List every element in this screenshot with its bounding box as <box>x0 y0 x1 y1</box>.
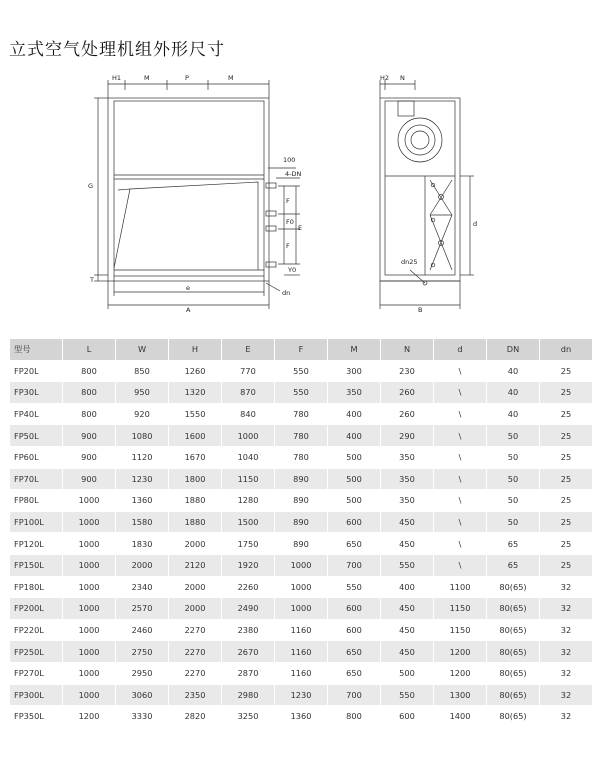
table-cell: 500 <box>328 447 380 468</box>
table-cell: 400 <box>381 577 433 598</box>
table-cell: 1150 <box>434 620 486 641</box>
table-cell: 350 <box>381 447 433 468</box>
table-cell: 260 <box>381 404 433 425</box>
table-cell: 65 <box>487 555 539 576</box>
table-cell: 1160 <box>275 620 327 641</box>
table-row <box>10 641 592 662</box>
table-cell: 1000 <box>275 555 327 576</box>
table-cell: 65 <box>487 533 539 554</box>
table-cell: 25 <box>540 425 592 446</box>
label-y0: Y0 <box>288 266 297 274</box>
table-cell: 1120 <box>116 447 168 468</box>
table-body <box>10 361 592 727</box>
table-cell: 1500 <box>222 512 274 533</box>
table-cell: 2870 <box>222 663 274 684</box>
table-row <box>10 382 592 403</box>
table-cell: 600 <box>328 512 380 533</box>
table-cell: 2260 <box>222 577 274 598</box>
table-cell: 2350 <box>169 685 221 706</box>
table-cell: 890 <box>275 512 327 533</box>
table-cell: 450 <box>381 533 433 554</box>
label-f2: F <box>286 242 290 250</box>
table-row <box>10 598 592 619</box>
table-cell: 950 <box>116 382 168 403</box>
coil-outline <box>130 182 258 270</box>
table-cell: FP70L <box>10 469 62 490</box>
table-cell: 25 <box>540 469 592 490</box>
table-cell: 800 <box>63 361 115 382</box>
table-cell: 32 <box>540 685 592 706</box>
table-cell: FP80L <box>10 490 62 511</box>
table-cell: 80(65) <box>487 620 539 641</box>
header-h: H <box>169 339 221 360</box>
table-cell: 900 <box>63 469 115 490</box>
label-t: T <box>90 276 94 284</box>
table-cell: 25 <box>540 490 592 511</box>
table-row <box>10 620 592 641</box>
table-cell: 1880 <box>169 512 221 533</box>
table-cell: FP150L <box>10 555 62 576</box>
table-cell: 1920 <box>222 555 274 576</box>
front-view-outer <box>108 98 269 281</box>
label-f0: F0 <box>286 218 294 226</box>
table-cell: 450 <box>381 512 433 533</box>
label-g: G <box>88 182 94 190</box>
table-cell: 32 <box>540 663 592 684</box>
table-cell: FP180L <box>10 577 62 598</box>
table-cell: 2460 <box>116 620 168 641</box>
table-cell: 2000 <box>169 577 221 598</box>
table-cell: 1000 <box>63 641 115 662</box>
table-cell: 80(65) <box>487 685 539 706</box>
table-cell: 550 <box>381 555 433 576</box>
table-cell: 1150 <box>222 469 274 490</box>
table-cell: 600 <box>328 620 380 641</box>
table-cell: 1160 <box>275 641 327 662</box>
table-cell: \ <box>434 469 486 490</box>
table-cell: 25 <box>540 512 592 533</box>
label-f1: F <box>286 197 290 205</box>
label-p: P <box>185 74 189 82</box>
table-cell: FP220L <box>10 620 62 641</box>
table-cell: 3250 <box>222 706 274 727</box>
table-cell: 1360 <box>275 706 327 727</box>
header-w: W <box>116 339 168 360</box>
table-cell: 650 <box>328 533 380 554</box>
table-cell: 800 <box>328 706 380 727</box>
table-row <box>10 533 592 554</box>
label-d: d <box>473 220 478 228</box>
label-b: B <box>418 306 423 314</box>
table-cell: 2380 <box>222 620 274 641</box>
table-cell: 350 <box>381 490 433 511</box>
table-cell: \ <box>434 404 486 425</box>
table-cell: 290 <box>381 425 433 446</box>
header-m: M <box>328 339 380 360</box>
table-cell: 1580 <box>116 512 168 533</box>
table-cell: 2750 <box>116 641 168 662</box>
table-cell: 400 <box>328 425 380 446</box>
table-row <box>10 425 592 446</box>
table-cell: 1200 <box>63 706 115 727</box>
table-cell: 2820 <box>169 706 221 727</box>
table-cell: 1150 <box>434 598 486 619</box>
table-cell: FP40L <box>10 404 62 425</box>
table-cell: 1320 <box>169 382 221 403</box>
table-cell: 900 <box>63 447 115 468</box>
page-title: 立式空气处理机组外形尺寸 <box>9 40 225 60</box>
table-cell: 1260 <box>169 361 221 382</box>
table-row <box>10 685 592 706</box>
table-cell: \ <box>434 533 486 554</box>
table-cell: 450 <box>381 598 433 619</box>
label-dn: dn <box>282 289 291 297</box>
table-cell: 2270 <box>169 620 221 641</box>
table-cell: FP250L <box>10 641 62 662</box>
table-row <box>10 490 592 511</box>
table-cell: 25 <box>540 382 592 403</box>
table-cell: 770 <box>222 361 274 382</box>
table-cell: 25 <box>540 533 592 554</box>
table-cell: \ <box>434 361 486 382</box>
table-row <box>10 447 592 468</box>
table-cell: 550 <box>275 382 327 403</box>
table-cell: 25 <box>540 361 592 382</box>
label-4dn: 4-DN <box>285 170 302 178</box>
table-cell: 650 <box>328 641 380 662</box>
table-cell: 25 <box>540 555 592 576</box>
table-cell: 500 <box>381 663 433 684</box>
table-cell: 920 <box>116 404 168 425</box>
dimension-table <box>9 338 593 728</box>
table-cell: 1300 <box>434 685 486 706</box>
table-cell: FP60L <box>10 447 62 468</box>
table-cell: 1000 <box>63 577 115 598</box>
table-cell: 300 <box>328 361 380 382</box>
table-cell: 1800 <box>169 469 221 490</box>
table-cell: FP300L <box>10 685 62 706</box>
table-cell: 1100 <box>434 577 486 598</box>
table-cell: 890 <box>275 469 327 490</box>
table-cell: 32 <box>540 577 592 598</box>
table-cell: 1670 <box>169 447 221 468</box>
table-cell: FP270L <box>10 663 62 684</box>
table-cell: 1000 <box>63 490 115 511</box>
table-cell: 400 <box>328 404 380 425</box>
label-m2: M <box>228 74 234 82</box>
table-cell: \ <box>434 490 486 511</box>
table-cell: 350 <box>328 382 380 403</box>
table-cell: 1200 <box>434 641 486 662</box>
table-cell: 1880 <box>169 490 221 511</box>
table-cell: 700 <box>328 685 380 706</box>
label-a: A <box>186 306 191 314</box>
table-cell: 50 <box>487 490 539 511</box>
table-cell: \ <box>434 382 486 403</box>
table-cell: 1080 <box>116 425 168 446</box>
table-row <box>10 361 592 382</box>
header-f: F <box>275 339 327 360</box>
table-cell: 1550 <box>169 404 221 425</box>
table-cell: 1360 <box>116 490 168 511</box>
table-cell: 1040 <box>222 447 274 468</box>
table-cell: 230 <box>381 361 433 382</box>
table-cell: 890 <box>275 533 327 554</box>
label-e: E <box>298 224 303 232</box>
fan-outer <box>398 118 442 162</box>
table-cell: 600 <box>328 598 380 619</box>
table-row <box>10 555 592 576</box>
table-cell: 1000 <box>63 533 115 554</box>
table-cell: 800 <box>63 404 115 425</box>
header-dn-upper: DN <box>487 339 539 360</box>
table-cell: 1200 <box>434 663 486 684</box>
label-dn25: dn25 <box>401 258 418 266</box>
label-h2: H2 <box>380 74 390 82</box>
label-100: 100 <box>283 156 296 164</box>
table-cell: 3060 <box>116 685 168 706</box>
header-model: 型号 <box>10 339 62 360</box>
table-cell: 1000 <box>63 598 115 619</box>
table-cell: 500 <box>328 469 380 490</box>
table-cell: 2000 <box>169 598 221 619</box>
table-cell: FP350L <box>10 706 62 727</box>
table-cell: FP50L <box>10 425 62 446</box>
header-d: d <box>434 339 486 360</box>
table-cell: FP120L <box>10 533 62 554</box>
table-cell: 1230 <box>275 685 327 706</box>
table-cell: 1000 <box>63 685 115 706</box>
table-cell: 870 <box>222 382 274 403</box>
label-h1: H1 <box>112 74 122 82</box>
table-cell: 80(65) <box>487 598 539 619</box>
side-view-outer <box>380 98 460 281</box>
table-cell: FP30L <box>10 382 62 403</box>
table-cell: 32 <box>540 641 592 662</box>
table-cell: 80(65) <box>487 641 539 662</box>
table-cell: 1000 <box>275 577 327 598</box>
table-cell: 80(65) <box>487 706 539 727</box>
table-cell: 2980 <box>222 685 274 706</box>
table-cell: \ <box>434 425 486 446</box>
table-cell: 25 <box>540 404 592 425</box>
table-row <box>10 663 592 684</box>
table-cell: 840 <box>222 404 274 425</box>
table-cell: 3330 <box>116 706 168 727</box>
table-cell: 50 <box>487 469 539 490</box>
table-cell: 1750 <box>222 533 274 554</box>
table-cell: 1600 <box>169 425 221 446</box>
table-cell: 1400 <box>434 706 486 727</box>
table-row <box>10 469 592 490</box>
table-cell: 2000 <box>169 533 221 554</box>
table-cell: 1000 <box>63 620 115 641</box>
table-cell: 80(65) <box>487 663 539 684</box>
table-cell: 2340 <box>116 577 168 598</box>
table-cell: 1230 <box>116 469 168 490</box>
table-cell: 2670 <box>222 641 274 662</box>
table-cell: 80(65) <box>487 577 539 598</box>
table-cell: 900 <box>63 425 115 446</box>
table-cell: 50 <box>487 425 539 446</box>
table-cell: 1830 <box>116 533 168 554</box>
table-cell: 40 <box>487 404 539 425</box>
dimension-drawing <box>0 0 600 330</box>
table-cell: 1160 <box>275 663 327 684</box>
table-cell: 2270 <box>169 641 221 662</box>
table-row <box>10 706 592 727</box>
table-cell: 800 <box>63 382 115 403</box>
table-cell: 2570 <box>116 598 168 619</box>
table-cell: FP200L <box>10 598 62 619</box>
table-cell: 650 <box>328 663 380 684</box>
table-cell: 780 <box>275 425 327 446</box>
table-cell: 890 <box>275 490 327 511</box>
table-row <box>10 404 592 425</box>
table-cell: 1000 <box>275 598 327 619</box>
header-e: E <box>222 339 274 360</box>
table-cell: 260 <box>381 382 433 403</box>
table-row <box>10 512 592 533</box>
table-cell: 600 <box>381 706 433 727</box>
table-cell: 32 <box>540 598 592 619</box>
table-cell: 50 <box>487 447 539 468</box>
table-cell: 1000 <box>222 425 274 446</box>
table-cell: 450 <box>381 641 433 662</box>
table-cell: 1000 <box>63 555 115 576</box>
table-cell: 500 <box>328 490 380 511</box>
table-cell: 550 <box>381 685 433 706</box>
table-header-row <box>10 339 592 360</box>
table-cell: 1000 <box>63 663 115 684</box>
table-cell: 32 <box>540 706 592 727</box>
table-cell: \ <box>434 555 486 576</box>
table-cell: \ <box>434 512 486 533</box>
label-n: N <box>400 74 405 82</box>
table-row <box>10 577 592 598</box>
table-cell: 2950 <box>116 663 168 684</box>
table-cell: 450 <box>381 620 433 641</box>
table-cell: 2000 <box>116 555 168 576</box>
table-cell: 32 <box>540 620 592 641</box>
side-view-inner <box>385 101 455 275</box>
table-cell: 50 <box>487 512 539 533</box>
table-cell: 550 <box>328 577 380 598</box>
header-l: L <box>63 339 115 360</box>
table-cell: 350 <box>381 469 433 490</box>
table-cell: 850 <box>116 361 168 382</box>
header-dn-lower: dn <box>540 339 592 360</box>
table-cell: 40 <box>487 382 539 403</box>
table-cell: 550 <box>275 361 327 382</box>
table-cell: 40 <box>487 361 539 382</box>
table-cell: 2270 <box>169 663 221 684</box>
table-cell: 1000 <box>63 512 115 533</box>
label-m: M <box>144 74 150 82</box>
table-cell: 25 <box>540 447 592 468</box>
table-cell: 2490 <box>222 598 274 619</box>
table-cell: FP20L <box>10 361 62 382</box>
table-cell: 700 <box>328 555 380 576</box>
table-cell: 2120 <box>169 555 221 576</box>
table-cell: FP100L <box>10 512 62 533</box>
label-e-lower: e <box>186 284 190 292</box>
header-n: N <box>381 339 433 360</box>
table-cell: 780 <box>275 404 327 425</box>
table-cell: \ <box>434 447 486 468</box>
table-cell: 1280 <box>222 490 274 511</box>
table-cell: 780 <box>275 447 327 468</box>
